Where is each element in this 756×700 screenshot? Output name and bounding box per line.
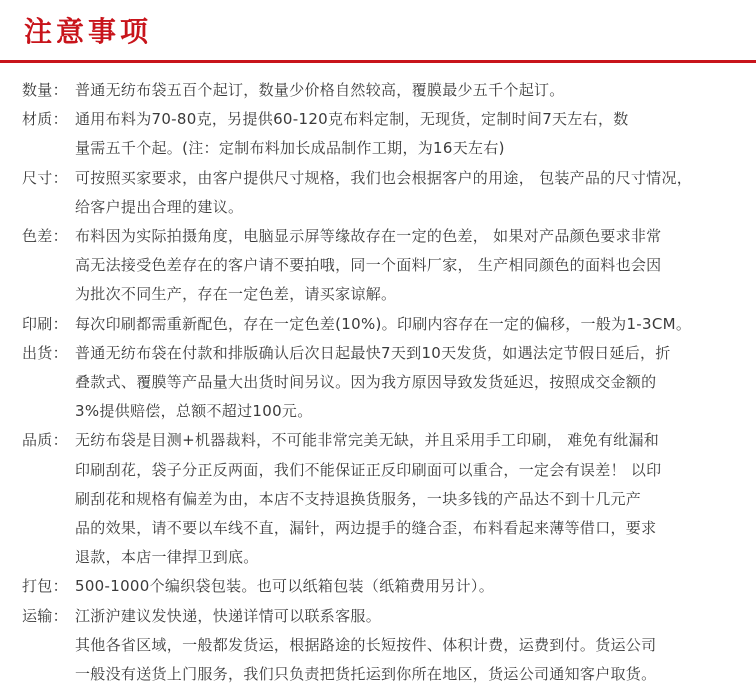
section-label: 材质： — [22, 110, 68, 129]
section-text-line: 给客户提出合理的建议。 — [75, 197, 244, 216]
section-text-line: 江浙沪建议发快递，快递详情可以联系客服。 — [75, 606, 382, 625]
section-text-line: 其他各省区域，一般都发货运，根据路途的长短按件、体积计费，运费到付。货运公司 — [75, 635, 657, 654]
section-text-line: 为批次不同生产，存在一定色差，请买家谅解。 — [75, 285, 397, 304]
section-text-line: 量需五千个起。(注：定制布料加长成品制作工期，为16天左右) — [75, 139, 505, 158]
section-text-line: 印刷刮花，袋子分正反两面，我们不能保证正反印刷面可以重合，一定会有误差！ 以印 — [75, 460, 662, 479]
section-text-line: 刷刮花和规格有偏差为由，本店不支持退换货服务，一块多钱的产品达不到十几元产 — [75, 489, 642, 508]
section-text-line: 可按照买家要求，由客户提供尺寸规格，我们也会根据客户的用途， 包装产品的尺寸情况， — [75, 168, 693, 187]
title-divider — [0, 60, 756, 63]
section-label: 色差： — [22, 227, 68, 245]
section-text-line: 普通无纺布袋五百个起订，数量少价格自然较高，覆膜最少五千个起订。 — [75, 81, 565, 99]
section-text-line: 3%提供赔偿，总额不超过100元。 — [75, 402, 313, 421]
section-label: 出货： — [22, 343, 68, 362]
section-text-line: 退款，本店一律捍卫到底。 — [75, 548, 259, 567]
section-text-line: 品的效果，请不要以车线不直，漏针，两边提手的缝合歪，布料看起来薄等借口，要求 — [75, 519, 657, 537]
section-text-line: 每次印刷都需重新配色，存在一定色差(10%)。印刷内容存在一定的偏移，一般为1-3CM。 — [75, 314, 692, 333]
section-label: 数量： — [22, 81, 68, 99]
section-label: 运输： — [22, 606, 68, 625]
section-text-line: 一般没有送货上门服务，我们只负责把货托运到你所在地区，货运公司通知客户取货。 — [75, 665, 657, 683]
section-text-line: 500-1000个编织袋包装。也可以纸箱包装（纸箱费用另计）。 — [75, 577, 495, 596]
section-text-line: 通用布料为70-80克，另提供60-120克布料定制，无现货，定制时间7天左右，数 — [75, 110, 629, 129]
section-label: 尺寸： — [22, 168, 68, 187]
section-text-line: 无纺布袋是目测+机器裁料，不可能非常完美无缺，并且采用手工印刷， 难免有纰漏和 — [75, 431, 660, 450]
section-label: 印刷： — [22, 314, 68, 333]
section-text-line: 叠款式、覆膜等产品量大出货时间另议。因为我方原因导致发货延迟，按照成交金额的 — [75, 373, 657, 391]
section-label: 打包： — [22, 577, 68, 596]
section-text-line: 普通无纺布袋在付款和排版确认后次日起最快7天到10天发货，如遇法定节假日延后，折 — [75, 343, 671, 362]
page-title: 注意事项 — [24, 15, 153, 48]
section-label: 品质： — [22, 431, 68, 450]
section-text-line: 布料因为实际拍摄角度，电脑显示屏等缘故存在一定的色差， 如果对产品颜色要求非常 — [75, 227, 662, 245]
section-text-line: 高无法接受色差存在的客户请不要拍哦，同一个面料厂家， 生产相同颜色的面料也会因 — [75, 256, 662, 275]
